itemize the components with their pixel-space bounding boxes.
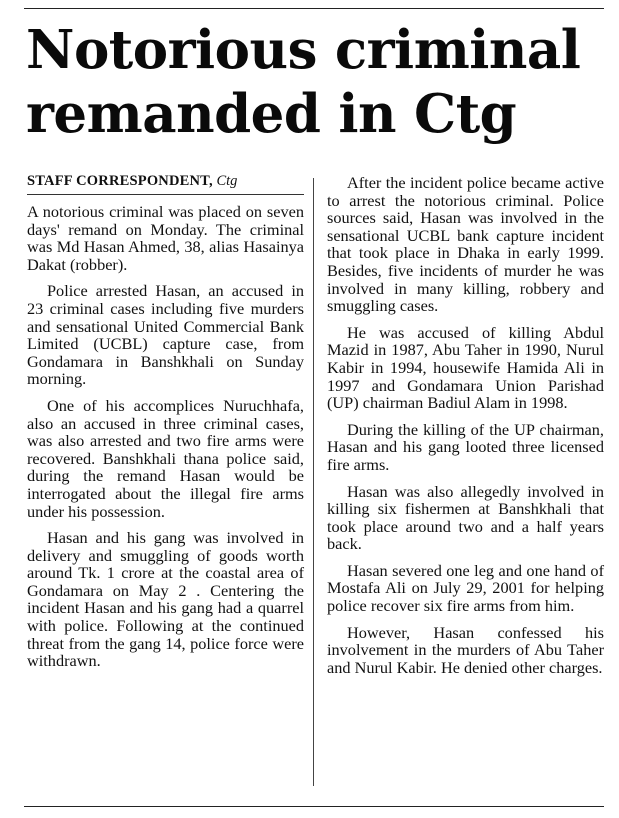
paragraph-left-1: A notorious criminal was placed on seven days' remand on Monday. The criminal was Md Hasan Ahmed, 38, alias Hasainya Dakat (robber). [27, 202, 304, 274]
top-rule [24, 8, 604, 9]
bottom-rule [24, 806, 604, 807]
paragraph-left-3: One of his accomplices Nuruchhafa, also an accused in three criminal cases, was also arrested and two fire arms were recovered. Banshkhali thana police said, during the remand Hasan would be interrogated about the illegal fire arms under his possession. [27, 395, 304, 521]
headline-line-1: Notorious criminal [26, 19, 581, 81]
headline [26, 18, 606, 146]
left-column [27, 172, 304, 679]
paragraph-left-4: Hasan and his gang was involved in delivery and smuggling of goods worth around Tk. 1 crore at the coastal area of Gondamara on May 2 . Centering the incident Hasan and his gang had a quarrel with police. Following at the continued threat from the gang 14, police force were withdrawn. [27, 528, 304, 671]
byline-rule [27, 194, 304, 195]
paragraph-right-5: Hasan severed one leg and one hand of Mostafa Ali on July 29, 2001 for helping police recover six fire arms from him. [327, 560, 604, 616]
paragraph-right-4: Hasan was also allegedly involved in killing six fishermen at Banshkhali that took place around two and a half years back. [327, 481, 604, 554]
paragraph-right-2: He was accused of killing Abdul Mazid in 1987, Abu Taher in 1990, Nurul Kabir in 1994, housewife Hamida Ali in 1997 and Gondamara Union Parishad (UP) chairman Badiul Alam in 1998. [327, 322, 604, 413]
headline-line-2: remanded in Ctg [26, 83, 517, 145]
paragraph-right-1: After the incident police became active to arrest the notorious criminal. Police sources said, Hasan was involved in the sensational UCBL bank capture incident that took place in Dhaka in early 1999. Besides, five incidents of murder he was involved in many killing, robbery and smuggling cases. [327, 173, 604, 316]
column-divider [313, 178, 314, 786]
paragraph-right-6: However, Hasan confessed his involvement in the murders of Abu Taher and Nurul Kabir. He denied other charges. [327, 622, 604, 677]
paragraph-right-3: During the killing of the UP chairman, Hasan and his gang looted three licensed fire arms. [327, 419, 604, 474]
right-column [327, 174, 604, 685]
paragraph-left-2: Police arrested Hasan, an accused in 23 criminal cases including five murders and sensational United Commercial Bank Limited (UCBL) capture case, from Gondamara in Banshkhali on Sunday morning. [27, 281, 304, 389]
byline-name: STAFF CORRESPONDENT, [27, 173, 213, 189]
byline-place: Ctg [216, 173, 238, 189]
byline [27, 172, 304, 190]
